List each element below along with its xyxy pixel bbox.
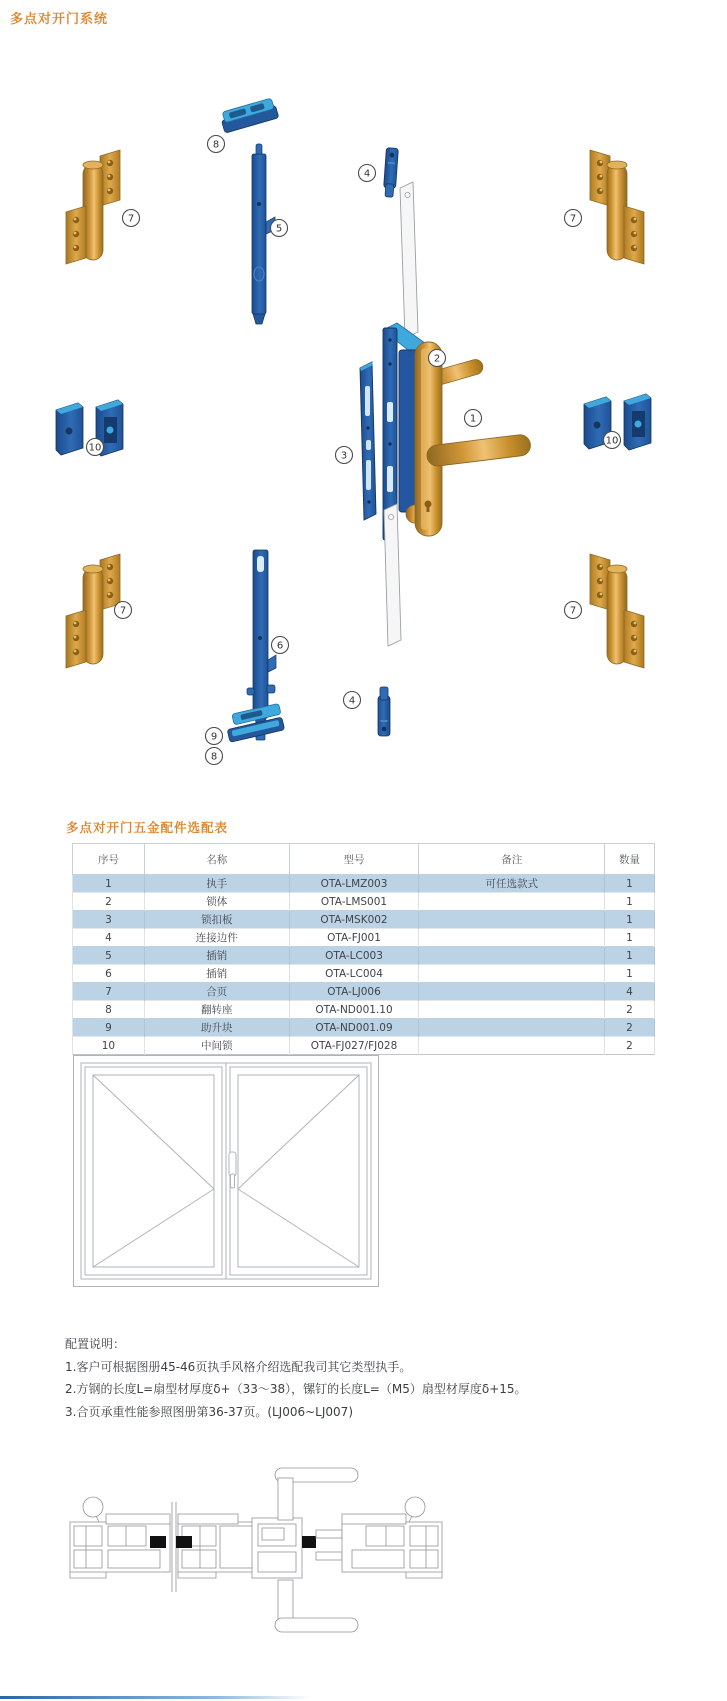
cell-qty: 1 (605, 947, 655, 965)
callout-6 (272, 637, 289, 654)
table-row (73, 947, 655, 965)
cell-no: 8 (73, 1001, 145, 1019)
cell-name: 翻转座 (144, 1001, 289, 1019)
cell-name: 执手 (144, 875, 289, 893)
exploded-diagram (0, 0, 727, 800)
svg-text:7: 7 (569, 213, 577, 225)
cell-no: 9 (73, 1019, 145, 1037)
callout-7-top-right (565, 210, 582, 227)
cell-no: 6 (73, 965, 145, 983)
notes-heading: 配置说明： (65, 1337, 126, 1351)
svg-text:2: 2 (433, 353, 441, 365)
cell-model: OTA-LMS001 (289, 893, 419, 911)
config-notes (65, 1333, 665, 1423)
callout-4-bottom (344, 692, 361, 709)
lift-block-and-flip-seat (224, 703, 285, 742)
cell-no: 1 (73, 875, 145, 893)
table-row (73, 1001, 655, 1019)
callout-7-bottom-left (115, 602, 132, 619)
window-handle-icon (229, 1152, 236, 1188)
svg-text:7: 7 (119, 605, 127, 617)
table-row (73, 965, 655, 983)
column-header: 数量 (605, 844, 655, 875)
svg-text:7: 7 (569, 605, 577, 617)
parts-table (72, 843, 655, 1055)
steel-bar-top (400, 182, 418, 338)
svg-text:3: 3 (340, 450, 348, 462)
connector-top (383, 148, 398, 198)
cell-remark (419, 965, 605, 983)
cell-name: 助升块 (144, 1019, 289, 1037)
cell-model: OTA-MSK002 (289, 911, 419, 929)
flip-seat-top (219, 98, 279, 134)
cell-name: 锁扣板 (144, 911, 289, 929)
cell-no: 7 (73, 983, 145, 1001)
parts-table-body (73, 875, 655, 1055)
cell-remark (419, 1001, 605, 1019)
column-header: 名称 (144, 844, 289, 875)
cell-remark (419, 893, 605, 911)
svg-text:4: 4 (363, 168, 371, 180)
note-line: 1.客户可根据图册45-46页执手风格介绍选配我司其它类型执手。 (65, 1359, 412, 1374)
table-row (73, 1037, 655, 1055)
window-schematic (72, 1054, 382, 1290)
cell-model: OTA-FJ001 (289, 929, 419, 947)
column-header: 序号 (73, 844, 145, 875)
table-row (73, 911, 655, 929)
hinge-bottom-right (590, 554, 644, 668)
table-row (73, 1019, 655, 1037)
cell-name: 锁体 (144, 893, 289, 911)
strike-plate (360, 362, 376, 520)
callout-9 (206, 728, 223, 745)
cell-name: 连接边件 (144, 929, 289, 947)
cell-model: OTA-LC004 (289, 965, 419, 983)
callout-7-bottom-right (565, 602, 582, 619)
callout-8-top (208, 136, 225, 153)
cell-no: 5 (73, 947, 145, 965)
svg-text:1: 1 (469, 413, 477, 425)
table-row (73, 893, 655, 911)
cell-model: OTA-ND001.10 (289, 1001, 419, 1019)
cell-no: 2 (73, 893, 145, 911)
cell-qty: 1 (605, 929, 655, 947)
svg-text:8: 8 (212, 139, 220, 151)
cell-qty: 1 (605, 911, 655, 929)
cell-model: OTA-LMZ003 (289, 875, 419, 893)
cell-qty: 1 (605, 965, 655, 983)
table-header-row (73, 844, 655, 875)
cell-model: OTA-LC003 (289, 947, 419, 965)
callout-10-left (87, 439, 104, 456)
svg-text:5: 5 (275, 223, 283, 235)
parts-table-title: 多点对开门五金配件选配表 (66, 820, 229, 835)
hinge-top-left (66, 150, 120, 264)
callout-8-bottom (206, 748, 223, 765)
svg-text:7: 7 (127, 213, 135, 225)
cell-qty: 1 (605, 893, 655, 911)
column-header: 备注 (419, 844, 605, 875)
svg-text:9: 9 (210, 731, 218, 743)
page-title: 多点对开门系统 (10, 12, 109, 27)
cell-model: OTA-FJ027/FJ028 (289, 1037, 419, 1055)
cell-remark (419, 947, 605, 965)
door-handle (415, 342, 532, 536)
callout-10-right (604, 432, 621, 449)
cell-remark (419, 929, 605, 947)
footer-accent-bar (0, 1696, 310, 1699)
hinge-top-right (590, 150, 644, 264)
svg-text:6: 6 (276, 640, 284, 652)
cell-remark (419, 1019, 605, 1037)
cell-name: 插销 (144, 947, 289, 965)
cell-qty: 4 (605, 983, 655, 1001)
table-row (73, 875, 655, 893)
svg-text:4: 4 (348, 695, 356, 707)
callout-5 (271, 220, 288, 237)
table-row (73, 983, 655, 1001)
cell-model: OTA-ND001.09 (289, 1019, 419, 1037)
hinge-bottom-left (66, 554, 120, 668)
cross-section-drawing (66, 1460, 456, 1640)
callout-3 (336, 447, 353, 464)
steel-bar-bottom (384, 504, 401, 646)
note-line: 3.合页承重性能参照图册第36-37页。(LJ006~LJ007) (65, 1404, 353, 1419)
cell-qty: 2 (605, 1019, 655, 1037)
svg-text:8: 8 (210, 751, 218, 763)
cell-remark: 可任选款式 (419, 875, 605, 893)
callout-2 (429, 350, 446, 367)
cell-name: 合页 (144, 983, 289, 1001)
cell-remark (419, 1037, 605, 1055)
callout-1 (465, 410, 482, 427)
svg-text:10: 10 (88, 442, 102, 454)
cell-model: OTA-LJ006 (289, 983, 419, 1001)
cell-name: 插销 (144, 965, 289, 983)
cell-qty: 2 (605, 1037, 655, 1055)
table-row (73, 929, 655, 947)
svg-text:10: 10 (605, 435, 619, 447)
note-line: 2.方钢的长度L=扇型材厚度δ+（33～38），镙钉的长度L=（M5）扇型材厚度δ+15。 (65, 1382, 527, 1396)
cell-no: 3 (73, 911, 145, 929)
cell-qty: 2 (605, 1001, 655, 1019)
cell-name: 中间锁 (144, 1037, 289, 1055)
callout-7-top-left (123, 210, 140, 227)
connector-bottom (378, 687, 390, 736)
cell-no: 10 (73, 1037, 145, 1055)
cell-qty: 1 (605, 875, 655, 893)
cell-no: 4 (73, 929, 145, 947)
cell-remark (419, 983, 605, 1001)
cell-remark (419, 911, 605, 929)
callout-4-top (359, 165, 376, 182)
bolt-rod-top (252, 144, 275, 324)
column-header: 型号 (289, 844, 419, 875)
